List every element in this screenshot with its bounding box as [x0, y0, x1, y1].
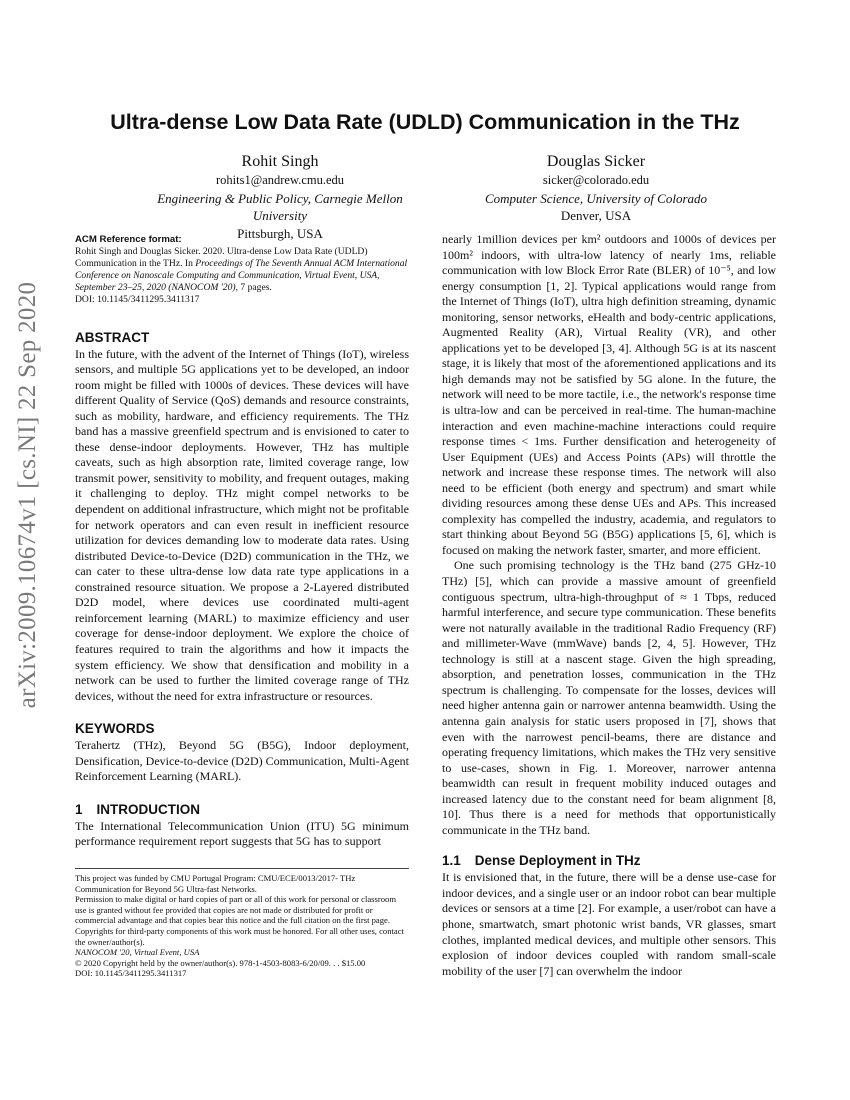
keywords-text: Terahertz (THz), Beyond 5G (B5G), Indoor deployment, Densification, Device-to-device (D2D) Communication, Multi-Agent Reinforcement Learning (MARL).	[75, 738, 409, 784]
author-location: Denver, USA	[560, 208, 632, 223]
author-name: Douglas Sicker	[546, 153, 646, 170]
left-column	[75, 234, 409, 850]
introduction-text-right-2: One such promising technology is the THz band (275 GHz-10 THz) [5], which can provide a massive amount of greenfield contiguous spectrum, ultra-high-throughput of ≈ 1 Tbps, reduced harmful interference, and secure type communication. These benefits were not naturally available in the traditional Radio Frequency (RF) and millimeter-Wave (mmWave) bands [2, 4, 5]. However, THz technology is still at a nascent stage. Given the high spreading, absorption, and penetration losses, communication in the THz spectrum is challenging. To compensate for the losses, devices will need higher antenna gain or narrower antenna beamwidth. Using the antenna gain analysis for static users proposed in [7], shows that even with the narrowest pencil-beams, there are distance and operating frequency limitations, which makes the THz very sensitive to use-cases, shown in Fig. 1. Moreover, narrower antenna beamwidth can result in frequent mobility induced outages and increased latency due to the constant need for beam alignment [8, 10]. Thus there is a need for methods that opportunistically communicate in the THz band.	[442, 558, 776, 837]
arxiv-stamp	[8, 281, 48, 709]
author-email[interactable]: sicker@colorado.edu	[542, 173, 650, 187]
footnote-doi[interactable]: DOI: 10.1145/3411295.3411317	[75, 968, 187, 979]
abstract-heading: ABSTRACT	[75, 329, 150, 345]
footnote-venue: NANOCOM '20, Virtual Event, USA	[75, 947, 200, 958]
acm-reference-text: Rohit Singh and Douglas Sicker. 2020. Ultra-dense Low Data Rate (UDLD) Communication in the THz. In	[75, 246, 368, 270]
introduction-text-left: The International Telecommunication Union (ITU) 5G minimum performance requirement report suggests that 5G has to support	[75, 818, 409, 849]
keywords-heading: KEYWORDS	[75, 721, 155, 737]
acm-reference	[75, 234, 409, 307]
author-block-1	[130, 152, 430, 242]
introduction-text-right-1: nearly 1million devices per km² outdoors and 1000s of devices per 100m² indoors, with ultra-low latency of nearly 1ms, reliable communication with low Block Error Rate (BLER) of 10⁻⁵, and low energy consumption [1, 2]. Typical applications would range from the Internet of Things (IoT), ultra high definition streaming, dynamic monitoring, sensor networks, eHealth and body-centric applications, Augmented Reality (AR), Virtual Reality (VR), and other applications yet to be developed [3, 4]. Although 5G is at its nascent stage, it is likely that most of the aforementioned applications and its high demands may not be satisfied by 5G alone. In the future, the network will need to be more tactile, i.e., the network's response time is ultra-low and can be perceived in real-time. The human-machine interaction and even machine-machine interactions could require response times < 1ms. Further densification and heterogeneity of User Equipment (UEs) and Access Points (APs) will throttle the network and increase these response times. The network will also need to be efficient (both energy and spectrum) and smart while dividing resources among these dense UEs and APs. This increased complexity has compelled the industry, academia, and regulators to start thinking about Beyond 5G (B5G) applications [5, 6], which is focused on making the network faster, smarter, and more efficient.	[442, 232, 776, 557]
author-affiliation: Computer Science, University of Colorado	[484, 190, 708, 206]
subsection-text: It is envisioned that, in the future, there will be a dense use-case for indoor devices, and a single user or an indoor robot can bear multiple devices or sensors at a time [2]. For example, a user/robot can have a phone, smartwatch, smart photonic wrist bands, VR glasses, smart clothes, implanted medical devices, and multiple other sensors. This explosion of indoor devices coupled with random small-scale mobility of the user [7] can overwhelm the indoor	[442, 870, 776, 978]
acm-reference-heading: ACM Reference format:	[75, 234, 182, 245]
footnote	[75, 868, 409, 979]
subsection-title: Dense Deployment in THz	[474, 853, 641, 869]
author-name: Rohit Singh	[241, 153, 319, 170]
subsection-number: 1.1	[442, 853, 461, 869]
abstract-text: In the future, with the advent of the Internet of Things (IoT), wireless sensors, and multiple 5G applications yet to be developed, an indoor room might be filled with 1000s of devices. These devices will have different Quality of Service (QoS) demands and resource constraints, such as mobility, hardware, and efficiency requirements. The THz band has a massive greenfield spectrum and is envisioned to cater to these dense-indoor deployments. However, THz has multiple caveats, such as high absorption rate, limited coverage range, low transmit power, sensitivity to mobility, and frequent outages, making it challenging to deploy. THz might compel networks to be dependent on additional infrastructure, which might not be profitable for network operators and can even result in inefficient resource utilization for devices demanding low to moderate data rates. Using distributed Device-to-Device (D2D) communication in the THz, we can cater to these ultra-dense low data rate type applications in a constrained resource situation. We propose a 2-Layered distributed D2D model, where devices use coordinated multi-agent reinforcement learning (MARL) to maximize efficiency and user coverage for dense-indoor deployment. We explore the choice of features required to train the algorithms and how it impacts the system efficiency. We show that densification and mobility in a network can be used to further the limited coverage range of THz devices, without the need for extra infrastructure or resources.	[75, 346, 409, 703]
section-title: INTRODUCTION	[96, 801, 201, 817]
subsection-heading	[442, 852, 776, 870]
footnote-funding: This project was funded by CMU Portugal Program: CMU/ECE/0013/2017- THz Communication for Beyond 5G Ultra-fast Networks.	[75, 873, 356, 894]
footnote-copyright: © 2020 Copyright held by the owner/author(s). 978-1-4503-8083-6/20/09. . . $15.00	[75, 957, 366, 968]
section-number: 1	[75, 801, 83, 817]
author-email[interactable]: rohits1@andrew.cmu.edu	[215, 173, 345, 187]
acm-reference-proceedings: Proceedings of The Seventh Annual ACM International Conference on Nanoscale Computing and Communication, Virtual Event, USA, September 23–25, 2020 (NANOCOM '20),	[75, 258, 408, 294]
acm-reference-doi[interactable]: DOI: 10.1145/3411295.3411317	[75, 294, 200, 306]
author-block-2	[446, 152, 746, 225]
acm-reference-pages: 7 pages.	[238, 282, 272, 294]
author-affiliation: Engineering & Public Policy, Carnegie Mellon University	[157, 190, 403, 223]
right-column	[442, 232, 776, 979]
introduction-heading	[75, 801, 409, 819]
footnote-permission: Permission to make digital or hard copies of part or all of this work for personal or classroom use is granted without fee provided that copies are not made or distributed for profit or commercial advantage and that copies bear this notice and the full citation on the first page. Copyrights for third-party components of this work must be honored. For all other uses, contact the owner/author(s).	[75, 894, 404, 947]
arxiv-stamp-text: arXiv:2009.10674v1 [cs.NI] 22 Sep 2020	[14, 281, 41, 709]
paper-title: Ultra-dense Low Data Rate (UDLD) Communication in the THz	[110, 110, 740, 134]
author-location: Pittsburgh, USA	[237, 225, 323, 241]
